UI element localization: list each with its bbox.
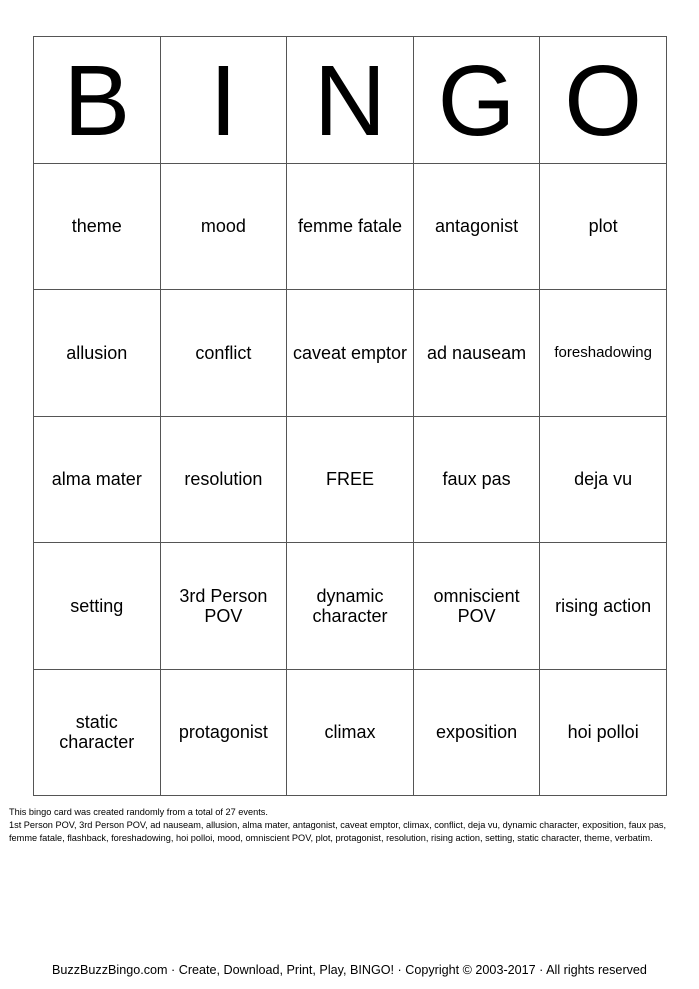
bingo-cell: plot bbox=[540, 163, 667, 290]
bingo-cell: rising action bbox=[540, 543, 667, 670]
bingo-cell: alma mater bbox=[34, 416, 161, 543]
header-letter-b: B bbox=[34, 37, 161, 164]
bingo-cell: static character bbox=[34, 669, 161, 796]
bingo-cell: omniscient POV bbox=[413, 543, 540, 670]
bingo-cell: conflict bbox=[160, 290, 287, 417]
bingo-row-4 bbox=[34, 543, 667, 670]
bingo-cell: protagonist bbox=[160, 669, 287, 796]
bingo-cell: antagonist bbox=[413, 163, 540, 290]
bingo-cell: 3rd Person POV bbox=[160, 543, 287, 670]
bingo-cell: exposition bbox=[413, 669, 540, 796]
events-list: 1st Person POV, 3rd Person POV, ad nauseam, allusion, alma mater, antagonist, caveat emptor, climax, conflict, deja vu, dynamic character, exposition, faux pas, femme fatale, flashback, foreshadowing, hoi polloi, mood, omniscient POV, plot, protagonist, resolution, rising action, setting, static character, theme, verbatim. bbox=[9, 820, 667, 843]
bingo-cell: resolution bbox=[160, 416, 287, 543]
header-letter-g: G bbox=[413, 37, 540, 164]
bingo-row-2 bbox=[34, 290, 667, 417]
page-footer: BuzzBuzzBingo.com · Create, Download, Print, Play, BINGO! · Copyright © 2003-2017 · All rights reserved bbox=[52, 963, 647, 977]
bingo-cell: setting bbox=[34, 543, 161, 670]
card-summary: This bingo card was created randomly from a total of 27 events. bbox=[9, 807, 268, 817]
header-letter-o: O bbox=[540, 37, 667, 164]
bingo-cell: climax bbox=[287, 669, 414, 796]
bingo-row-5 bbox=[34, 669, 667, 796]
bingo-cell: faux pas bbox=[413, 416, 540, 543]
bingo-cell: mood bbox=[160, 163, 287, 290]
bingo-row-1 bbox=[34, 163, 667, 290]
bingo-cell: hoi polloi bbox=[540, 669, 667, 796]
bingo-row-3 bbox=[34, 416, 667, 543]
free-space-cell: FREE bbox=[287, 416, 414, 543]
bingo-cell: theme bbox=[34, 163, 161, 290]
bingo-card bbox=[33, 36, 667, 796]
bingo-cell: allusion bbox=[34, 290, 161, 417]
bingo-cell: ad nauseam bbox=[413, 290, 540, 417]
bingo-cell: dynamic character bbox=[287, 543, 414, 670]
bingo-cell: caveat emptor bbox=[287, 290, 414, 417]
header-letter-n: N bbox=[287, 37, 414, 164]
bingo-header-row bbox=[34, 37, 667, 164]
card-info bbox=[9, 806, 694, 845]
bingo-cell: deja vu bbox=[540, 416, 667, 543]
bingo-cell: femme fatale bbox=[287, 163, 414, 290]
header-letter-i: I bbox=[160, 37, 287, 164]
bingo-cell: foreshadowing bbox=[540, 290, 667, 417]
